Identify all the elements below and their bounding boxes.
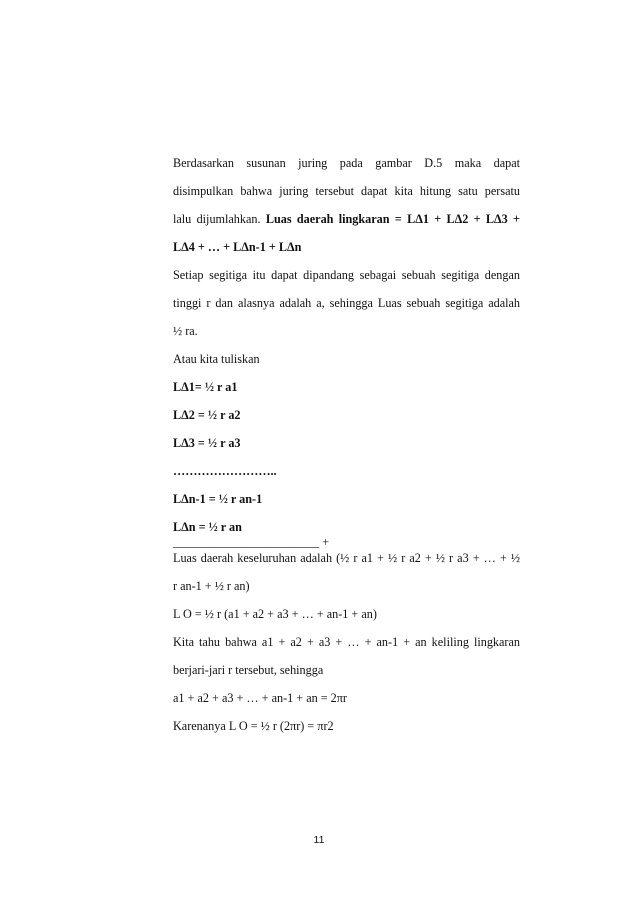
paragraph2-line3: ½ ra. [173,324,198,338]
page-number: 11 [313,834,325,846]
sum-rule: ________________________ + [173,535,330,549]
formula-3: LΔ3 = ½ r a3 [173,436,241,450]
formula-2: LΔ2 = ½ r a2 [173,408,241,422]
paragraph1-line4: LΔ4 + … + LΔn-1 + LΔn [173,240,302,254]
formula-ellipsis: …………………….. [173,464,277,478]
formula-n: LΔn = ½ r an [173,520,242,534]
paragraph1-line2: disimpulkan bahwa juring tersebut dapat kita hitung satu persatu [173,184,520,198]
paragraph1-line3-bold: Luas daerah lingkaran = LΔ1 + LΔ2 + LΔ3 + [265,212,520,226]
paragraph1-line3 [173,211,520,227]
equation-circumference: a1 + a2 + a3 + … + an-1 + an = 2πr [173,691,347,705]
equation-lo: L O = ½ r (a1 + a2 + a3 + … + an-1 + an) [173,607,377,621]
total-line2: r an-1 + ½ r an) [173,579,250,593]
paragraph1-line1: Berdasarkan susunan juring pada gambar D.5 maka dapat [173,156,520,170]
paragraph3-line2: berjari-jari r tersebut, sehingga [173,663,324,677]
paragraph3-line1: Kita tahu bahwa a1 + a2 + a3 + … + an-1 + an keliling lingkaran [173,635,520,649]
formula-1: LΔ1= ½ r a1 [173,380,238,394]
conclusion: Karenanya L O = ½ r (2πr) = πr2 [173,719,334,733]
intro-text: Atau kita tuliskan [173,352,260,366]
paragraph2-line1: Setiap segitiga itu dapat dipandang sebagai sebuah segitiga dengan [173,268,520,282]
paragraph2-line2: tinggi r dan alasnya adalah a, sehingga Luas sebuah segitiga adalah [173,296,520,310]
paragraph1-line3-plain: lalu dijumlahkan. [173,212,261,226]
formula-n-minus-1: LΔn-1 = ½ r an-1 [173,492,263,506]
total-line1: Luas daerah keseluruhan adalah (½ r a1 + ½ r a2 + ½ r a3 + … + ½ [173,551,520,565]
